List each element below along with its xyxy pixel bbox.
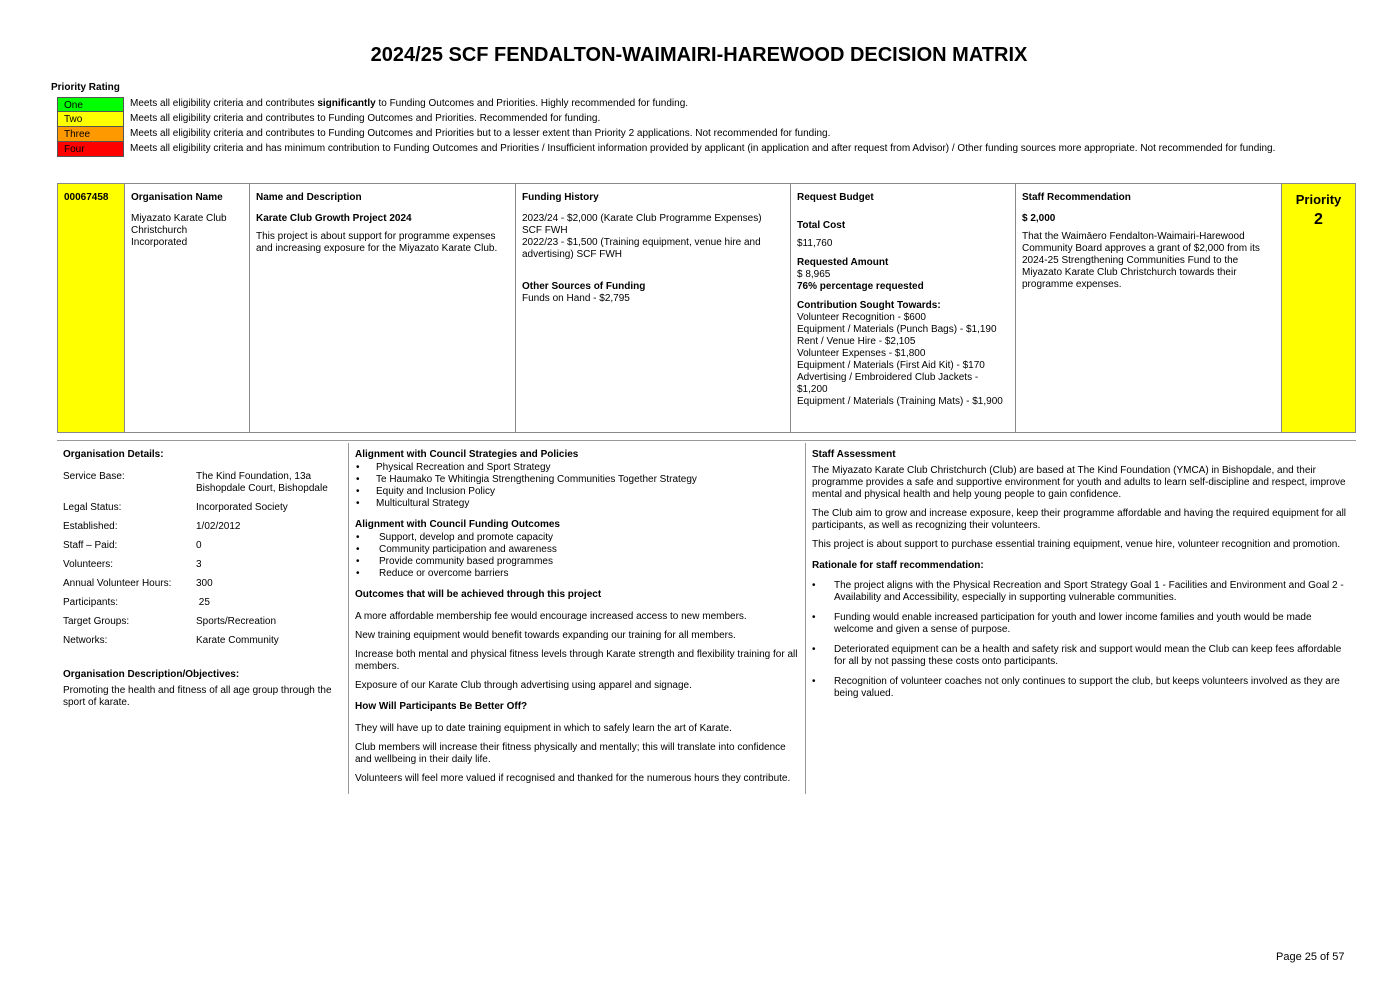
outcome-item: • Community participation and awareness xyxy=(355,544,799,556)
legend-desc-one xyxy=(124,97,688,110)
sought-item: Volunteer Expenses - $1,800 xyxy=(797,348,926,359)
funding-history-item: 2022/23 - $1,500 (Training equipment, venue hire and advertising) SCF FWH xyxy=(522,237,761,260)
project-header: Name and Description xyxy=(256,192,362,203)
outcome-achieved-text: A more affordable membership fee would encourage increased access to new members. xyxy=(355,611,747,622)
legend-swatch-one: One xyxy=(57,97,124,112)
rationale-item: • Deteriorated equipment can be a health and safety risk and support would mean the Club can keep fees affordable for all by not passing these costs onto participants. xyxy=(812,644,1352,668)
funding-outcomes-heading: Alignment with Council Funding Outcomes xyxy=(355,519,560,530)
total-cost-value: $11,760 xyxy=(797,238,833,249)
legend-desc-one-pre: Meets all eligibility criteria and contributes xyxy=(130,98,318,109)
organisation-details xyxy=(63,449,346,709)
outcome-achieved-text: New training equipment would benefit towards expanding our training for all members. xyxy=(355,630,736,641)
better-off-heading: How Will Participants Be Better Off? xyxy=(355,701,528,712)
better-off-text: Volunteers will feel more valued if recognised and thanked for the numerous hours they contribute. xyxy=(355,773,791,784)
assessment-paragraph: The Miyazato Karate Club Christchurch (Club) are based at The Kind Foundation (YMCA) in Bishopdale, and their programme provides a safe and supportive environment for youth and adults to learn self-discipline and respect, improve mental and physical health and help young people to gain confidence. xyxy=(812,465,1346,500)
better-off-text: They will have up to date training equipment in which to safely learn the art of Karate. xyxy=(355,723,732,734)
detail-row-service-base xyxy=(63,471,346,495)
sought-item: Equipment / Materials (Punch Bags) - $1,190 xyxy=(797,324,997,335)
organisation-description-heading: Organisation Description/Objectives: xyxy=(63,669,240,680)
detail-row-established xyxy=(63,521,346,533)
detail-value: 25 xyxy=(196,597,210,608)
outcome-item: • Support, develop and promote capacity xyxy=(355,532,799,544)
detail-label: Legal Status: xyxy=(63,502,122,513)
detail-row-participants xyxy=(63,597,346,609)
priority-cell xyxy=(1282,184,1355,432)
decision-matrix-row xyxy=(57,183,1356,433)
legend-swatch-two: Two xyxy=(57,112,124,127)
outcomes-achieved-heading: Outcomes that will be achieved through this project xyxy=(355,589,602,600)
detail-value: Incorporated Society xyxy=(196,502,288,513)
outcome-item: • Provide community based programmes xyxy=(355,556,799,568)
outcome-achieved-text: Increase both mental and physical fitness levels through Karate strength and flexibility training for all members. xyxy=(355,649,798,672)
priority-legend xyxy=(57,97,1317,170)
section-divider xyxy=(57,440,1356,441)
legend-desc-one-post: to Funding Outcomes and Priorities. Highly recommended for funding. xyxy=(375,98,689,109)
priority-label: Priority xyxy=(1295,192,1342,207)
rationale-heading: Rationale for staff recommendation: xyxy=(812,560,984,571)
legend-swatch-three: Three xyxy=(57,127,124,142)
other-sources: Funds on Hand - $2,795 xyxy=(522,293,630,304)
strategies-heading: Alignment with Council Strategies and Policies xyxy=(355,449,579,460)
staff-assessment xyxy=(812,449,1352,700)
outcome-item: • Reduce or overcome barriers xyxy=(355,568,799,580)
funding-history-item: 2023/24 - $2,000 (Karate Club Programme Expenses) SCF FWH xyxy=(522,213,762,236)
detail-value: Sports/Recreation xyxy=(196,616,277,627)
sought-item: Equipment / Materials (Training Mats) - $1,900 xyxy=(797,396,1003,407)
detail-value: 1/02/2012 xyxy=(196,521,241,532)
organisation-name: Miyazato Karate Club Christchurch Incorporated xyxy=(131,213,227,248)
sought-item: Volunteer Recognition - $600 xyxy=(797,312,926,323)
detail-row-volunteers xyxy=(63,559,346,571)
other-sources-header: Other Sources of Funding xyxy=(522,281,646,292)
funding-cell xyxy=(516,184,791,432)
project-name: Karate Club Growth Project 2024 xyxy=(256,213,412,224)
legend-row-one xyxy=(57,97,1317,112)
organisation-cell xyxy=(125,184,250,432)
staff-assessment-heading: Staff Assessment xyxy=(812,449,896,460)
strategy-item: • Te Haumako Te Whitingia Strengthening Communities Together Strategy xyxy=(355,474,799,486)
staff-recommended-amount: $ 2,000 xyxy=(1022,213,1056,224)
detail-value: 300 xyxy=(196,578,213,589)
funding-header: Funding History xyxy=(522,192,599,203)
rationale-item: • Recognition of volunteer coaches not only continues to support the club, but keeps volunteers involved as they are being valued. xyxy=(812,676,1352,700)
legend-row-four xyxy=(57,142,1317,170)
page-number: Page 25 of 57 xyxy=(1276,951,1345,963)
detail-value: 3 xyxy=(196,559,202,570)
request-budget-header: Request Budget xyxy=(797,192,874,203)
organisation-description: Promoting the health and fitness of all age group through the sport of karate. xyxy=(63,685,332,708)
detail-value: 0 xyxy=(196,540,202,551)
requested-amount-value: $ 8,965 xyxy=(797,269,831,280)
legend-desc-two: Meets all eligibility criteria and contributes to Funding Outcomes and Priorities. Recommended for funding. xyxy=(130,113,601,124)
detail-label: Staff – Paid: xyxy=(63,540,118,551)
detail-label: Annual Volunteer Hours: xyxy=(63,578,172,589)
application-id-cell xyxy=(58,184,125,432)
detail-label: Target Groups: xyxy=(63,616,130,627)
project-cell xyxy=(250,184,516,432)
assessment-paragraph: This project is about support to purchase essential training equipment, venue hire, volunteer recognition and promotion. xyxy=(812,539,1341,550)
priority-rating-heading: Priority Rating xyxy=(51,82,120,93)
organisation-details-heading: Organisation Details: xyxy=(63,449,164,460)
requested-amount-label: Requested Amount xyxy=(797,257,889,268)
legend-desc-one-bold: significantly xyxy=(317,98,376,109)
detail-row-target-groups xyxy=(63,616,346,628)
staff-recommendation-header: Staff Recommendation xyxy=(1022,192,1131,203)
funding-outcomes-list xyxy=(355,532,799,580)
detail-label: Established: xyxy=(63,521,118,532)
total-cost-label: Total Cost xyxy=(797,220,846,231)
strategy-item: • Multicultural Strategy xyxy=(355,498,799,510)
detail-value: Karate Community xyxy=(196,635,279,646)
detail-label: Volunteers: xyxy=(63,559,114,570)
priority-value: 2 xyxy=(1314,211,1323,228)
detail-row-staff-paid xyxy=(63,540,346,552)
staff-recommendation-cell xyxy=(1016,184,1282,432)
assessment-paragraph: The Club aim to grow and increase exposure, keep their programme affordable and having the required equipment for all participants, as well as recognizing their volunteers. xyxy=(812,508,1347,531)
detail-row-networks xyxy=(63,635,346,647)
application-id: 00067458 xyxy=(64,192,109,203)
sought-item: Rent / Venue Hire - $2,105 xyxy=(797,336,916,347)
page-title: 2024/25 SCF FENDALTON-WAIMAIRI-HAREWOOD DECISION MATRIX xyxy=(370,44,1028,66)
strategies-list xyxy=(355,462,799,510)
strategy-item: • Physical Recreation and Sport Strategy xyxy=(355,462,799,474)
detail-value: The Kind Foundation, 13a Bishopdale Court, Bishopdale xyxy=(196,471,328,494)
strategy-item: • Equity and Inclusion Policy xyxy=(355,486,799,498)
organisation-header: Organisation Name xyxy=(131,192,223,203)
detail-row-volunteer-hours xyxy=(63,578,346,590)
legend-desc-four: Meets all eligibility criteria and has minimum contribution to Funding Outcomes and Priorities / Insufficient information provided by applicant (in application and after request from Advisor) / Other funding sources more appropriate. Not recommended for funding. xyxy=(130,143,1276,154)
outcome-achieved-text: Exposure of our Karate Club through advertising using apparel and signage. xyxy=(355,680,692,691)
staff-recommendation-text: That the Waimāero Fendalton-Waimairi-Harewood Community Board approves a grant of $2,000 from its 2024-25 Strengthening Communities Fund to the Miyazato Karate Club Christchurch towards their programme expenses. xyxy=(1022,231,1260,290)
legend-row-two xyxy=(57,112,1317,127)
sought-item: Advertising / Embroidered Club Jackets - $1,200 xyxy=(797,372,979,395)
alignment-column xyxy=(348,443,806,794)
percentage-requested: 76% percentage requested xyxy=(797,281,924,292)
project-description: This project is about support for programme expenses and increasing exposure for the Miyazato Karate Club. xyxy=(256,231,498,254)
detail-label: Participants: xyxy=(63,597,119,608)
detail-row-legal-status xyxy=(63,502,346,514)
legend-desc-three: Meets all eligibility criteria and contributes to Funding Outcomes and Priorities but to a lesser extent than Priority 2 applications. Not recommended for funding. xyxy=(130,128,831,139)
contribution-sought-header: Contribution Sought Towards: xyxy=(797,300,941,311)
rationale-list xyxy=(812,580,1352,700)
request-budget-cell xyxy=(791,184,1016,432)
better-off-text: Club members will increase their fitness physically and mentally; this will translate into confidence and wellbeing in their daily life. xyxy=(355,742,786,765)
rationale-item: • The project aligns with the Physical Recreation and Sport Strategy Goal 1 - Facilities and Environment and Goal 2 - Availability and Accessibility, especially in supporting vulnerable communities. xyxy=(812,580,1352,604)
sought-item: Equipment / Materials (First Aid Kit) - $170 xyxy=(797,360,985,371)
legend-row-three xyxy=(57,127,1317,142)
rationale-item: • Funding would enable increased participation for youth and lower income families and youth would be made welcome and given a sense of purpose. xyxy=(812,612,1352,636)
detail-label: Networks: xyxy=(63,635,108,646)
detail-label: Service Base: xyxy=(63,471,125,482)
legend-swatch-four: Four xyxy=(57,142,124,157)
